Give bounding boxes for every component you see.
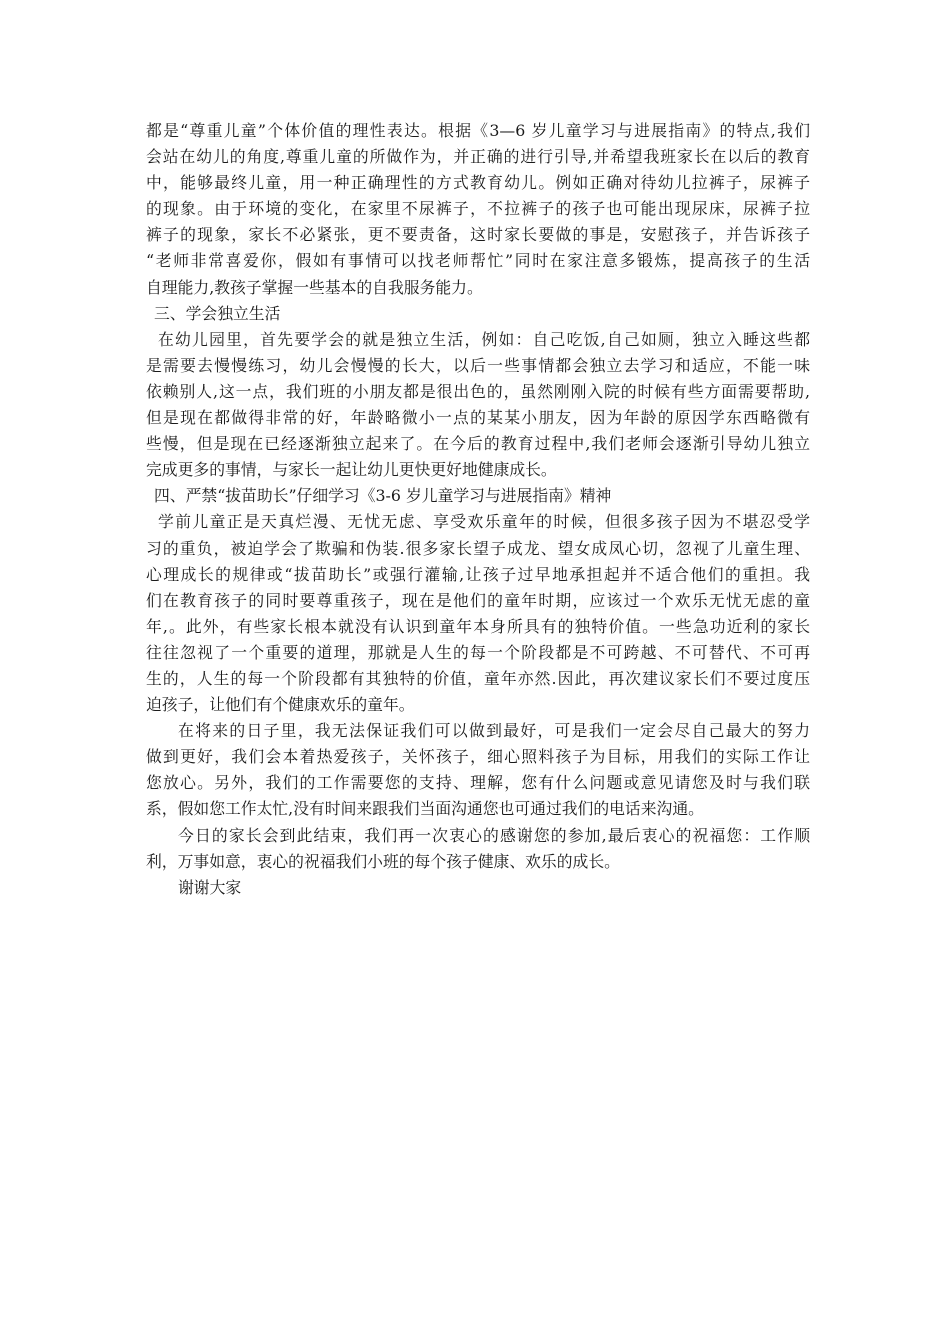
text-line: 在将来的日子里，我无法保证我们可以做到最好，可是我们一定会尽自己最大的努力 [178,721,810,741]
text-line: 做到更好，我们会本着热爱孩子，关怀孩子，细心照料孩子为目标，用我们的实际工作让 [146,747,810,767]
text-line: 今日的家长会到此结束，我们再一次衷心的感谢您的参加,最后衷心的祝福您：工作顺 [178,825,810,845]
paragraph-no-pulling-seedlings [146,509,810,718]
text-line: 都是“尊重儿童”个体价值的理性表达。根据《3—6 岁儿童学习与进展指南》的特点,我们 [146,121,810,140]
text-line: 迫孩子，让他们有个健康欢乐的童年。 [146,695,415,715]
text-line: 依赖别人,这一点，我们班的小朋友都是很出色的，虽然刚刚入院的时候有些方面需要帮助, [146,381,810,401]
text-line: 利，万事如意，衷心的祝福我们小班的每个孩子健康、欢乐的成长。 [146,851,620,871]
paragraph-respect-children [146,118,810,301]
section-heading-4 [146,483,810,509]
paragraph-thanks [146,875,810,901]
section-heading: 三、学会独立生活 [154,303,281,323]
section-heading: 四、严禁“拔苗助长”仔细学习《3-6 岁儿童学习与进展指南》精神 [154,486,612,506]
text-line: 是需要去慢慢练习，幼儿会慢慢的长大，以后一些事情都会独立去学习和适应，不能一味 [146,355,810,375]
text-line: 自理能力,教孩子掌握一些基本的自我服务能力。 [146,277,483,297]
thanks-text: 谢谢大家 [178,877,242,897]
paragraph-closing [146,823,810,875]
text-line: 心理成长的规律或“拔苗助长”或强行灌输,让孩子过早地承担起并不适合他们的重担。我 [146,564,810,584]
text-line: 会站在幼儿的角度,尊重儿童的所做作为，并正确的进行引导,并希望我班家长在以后的教育 [146,147,810,167]
paragraph-future-days [146,718,810,822]
section-heading-3 [146,301,810,327]
text-line: 的现象。由于环境的变化，在家里不尿裤子，不拉裤子的孩子也可能出现尿床，尿裤子拉 [146,199,810,219]
text-line: 们在教育孩子的同时要尊重孩子，现在是他们的童年时期，应该过一个欢乐无忧无虑的童 [146,590,810,610]
text-line: 生的，人生的每一个阶段都有其独特的价值，童年亦然.因此，再次建议家长们不要过度压 [146,668,810,688]
text-line: 习的重负，被迫学会了欺骗和伪装.很多家长望子成龙、望女成凤心切，忽视了儿童生理、 [146,538,810,558]
text-line: 但是现在都做得非常的好，年龄略微小一点的某某小朋友，因为年龄的原因学东西略微有 [146,408,810,428]
paragraph-independent-living [146,327,810,484]
text-line: 中，能够最终儿童，用一种正确理性的方式教育幼儿。例如正确对待幼儿拉裤子，尿裤子 [146,173,810,193]
text-line: 完成更多的事情，与家长一起让幼儿更快更好地健康成长。 [146,460,557,480]
text-line: 年,。此外，有些家长根本就没有认识到童年本身所具有的独特价值。一些急功近利的家长 [146,616,810,636]
text-line: 在幼儿园里，首先要学会的就是独立生活，例如：自己吃饭,自己如厕，独立入睡这些都 [158,329,810,349]
text-line: 些慢，但是现在已经逐渐独立起来了。在今后的教育过程中,我们老师会逐渐引导幼儿独立 [146,434,810,454]
text-line: “老师非常喜爱你，假如有事情可以找老师帮忙”同时在家注意多锻炼，提高孩子的生活 [146,251,810,271]
text-line: 往往忽视了一个重要的道理，那就是人生的每一个阶段都是不可跨越、不可替代、不可再 [146,642,810,662]
text-line: 系，假如您工作太忙,没有时间来跟我们当面沟通您也可通过我们的电话来沟通。 [146,799,704,819]
document-page [146,118,810,901]
text-line: 您放心。另外，我们的工作需要您的支持、理解，您有什么问题或意见请您及时与我们联 [146,773,810,793]
text-line: 学前儿童正是天真烂漫、无忧无虑、享受欢乐童年的时候，但很多孩子因为不堪忍受学 [158,512,810,532]
text-line: 裤子的现象，家长不必紧张，更不要责备，这时家长要做的事是，安慰孩子，并告诉孩子 [146,225,810,245]
